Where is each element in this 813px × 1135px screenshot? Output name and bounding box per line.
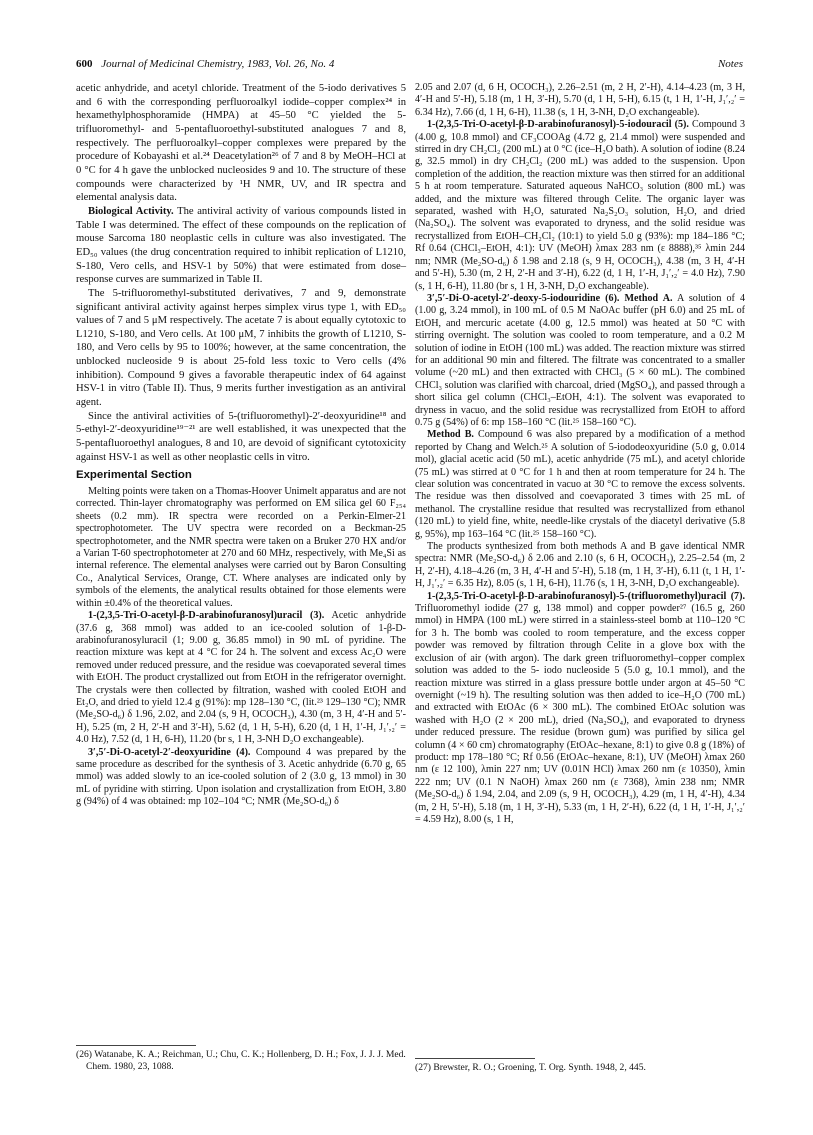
footnote-left xyxy=(76,1045,406,1073)
trifluoromethyl-paragraph: The 5-trifluoromethyl-substituted derivatives, 7 and 9, demonstrate significant antiviral activity against herpes simplex virus type 1, with ED₅₀ values of 7 and 5 μM respectively. The acetate 7 is about equally cytotoxic to L1210, S-180, and Vero cells. At 100 μM, 7 inhibits the growth of L1210, S-180, and Vero cells by 95 to 100%; however, at the same concentration, the unblocked nucleoside 9 is about 25-fold less toxic to Vero cells (4% inhibition). Compound 9 gives a favorable therapeutic index of 64 against HSV-1 in vitro (Table II). Thus, 9 merits further investigation as an antiviral agent. xyxy=(76,287,406,409)
footnote-rule xyxy=(76,1045,196,1046)
right-column xyxy=(415,82,745,826)
biological-activity-text: The antiviral activity of various compounds listed in Table I was determined. The effect of these compounds on the replication of mouse Sarcoma 180 neoplastic cells in culture was also investigated. The ED₅₀ values (the drug concentration required to inhibit replication of L1210, S-180, Vero cells, and HSV-1 by 50%) that were estimated from dose–response curves are summarized in Table II. xyxy=(76,205,406,286)
left-column xyxy=(76,82,406,809)
compound-6-method-a-paragraph xyxy=(415,293,745,429)
compound-3-paragraph xyxy=(76,610,406,746)
compound-4-nmr-continued: 2.05 and 2.07 (d, 6 H, OCOCH₃), 2.26–2.51 (m, 2 H, 2′-H), 4.14–4.23 (m, 3 H, 4′-H and 5′-H), 5.18 (m, 1 H, 3′-H), 5.70 (d, 1 H, 5-H), 6.15 (t, 1 H, 1′-H, J₁′,₂′ = 6.34 Hz), 7.66 (d, 1 H, 6-H), 11.38 (s, 1 H, 3-NH, D₂O exchangeable). xyxy=(415,82,745,118)
method-b-procedure: Compound 6 was also prepared by a modification of a method reported by Chang and Welch.²⁵ A solution of 5-iododeoxyuridine (5.0 g, 0.014 mol), glacial acetic acid (50 mL), acetic anhydride (75 mL), and acetyl chloride (75 mL) was stirred at 0 °C for 1 h and then at room temperature for 24 h. The clear solution was concentrated in vacuo at 30 °C to remove the excess solvents. The residue was then dissolved and coevaporated 3 times with 25 mL of methanol. The crystalline residue that resulted was recrystallized from ethanol (120 mL) to yield fine, white, needle-like crystals of the diacetyl derivative (5.8 g, 95%), mp 163–164 °C (lit.²⁵ 158–160 °C). xyxy=(415,429,745,540)
experimental-left xyxy=(76,486,406,809)
compound-4-paragraph xyxy=(76,747,406,809)
experimental-section-heading: Experimental Section xyxy=(76,469,192,482)
biological-activity-heading: Biological Activity. xyxy=(88,205,174,217)
compound-5-procedure: Compound 3 (4.00 g, 10.8 mmol) and CF₃COOAg (4.72 g, 21.4 mmol) were suspended and stirred in dry CH₂Cl₂ (200 mL) at 0 °C (ice–H₂O bath). A solution of iodine (8.24 g, 32.5 mmol) in dry CH₂Cl₂ (200 mL) was added to the suspension. Upon completion of the addition, the reaction mixture was then stirred for an additional 5 h at room temperature. Saturated aqueous NaHCO₃ solution (800 mL) was added, and the mixture was filtered through Celite. The organic layer was separated, washed with H₂O, saturated Na₂S₂O₃ solution, H₂O, and dried (Na₂SO₄). The solvent was evaporated to dryness, and the solid residue was recrystallized from EtOH–CH₂Cl₂ (10:1) to yield 5.0 g (93%): mp 184–186 °C; Rf 0.64 (CHCl₃–EtOH, 4:1): UV (MeOH) λmax 283 nm (ε 8888),³⁵ λmin 244 nm; NMR (Me₂SO-d₆) δ 1.98 and 2.18 (s, 9 H, OCOCH₃), 4.38 (m, 3 H, 4′-H and 5′-H), 5.30 (m, 2 H, 2′-H and 3′-H), 6.22 (d, 1 H, 1′-H, J₁′,₂′ = 4.0 Hz), 7.90 (s, 1 H, 6-H), 11.80 (br s, 1 H, 3-NH, D₂O exchangeable). xyxy=(415,119,746,292)
compound-7-paragraph xyxy=(415,591,745,827)
footnote-right xyxy=(415,1058,745,1074)
compound-5-paragraph xyxy=(415,119,745,293)
section-label: Notes xyxy=(717,58,743,70)
method-b-title: Method B. xyxy=(427,429,474,441)
compound-5-title: 1-(2,3,5-Tri-O-acetyl-β-D-arabinofuranosyl)-5-iodouracil (5). xyxy=(427,119,689,131)
general-methods-paragraph: Melting points were taken on a Thomas-Hoover Unimelt apparatus and are not corrected. Thin-layer chromatography was performed on EM silica gel 60 F₂₅₄ sheets (0.2 mm). IR spectra were recorded on a Perkin-Elmer-21 spectrophotometer. The UV spectra were recorded on a Beckman-25 spectrophotometer, and the NMR spectra were taken on a Bruker 270 HX and/or a Varian T-60 spectrophotometer at 270 and 60 MHz, respectively, with Me₄Si as internal reference. The elemental analyses were carried out by Baron Consulting Co., Analytical Services, Orange, CT. Where analyses are indicated only by symbols of the elements, the analytical results obtained for those elements were within ±0.4% of the theoretical values. xyxy=(76,486,406,609)
compound-7-title: 1-(2,3,5-Tri-O-acetyl-β-D-arabinofuranosyl)-5-(trifluoromethyl)uracil (7). xyxy=(427,590,745,602)
running-head xyxy=(76,58,743,76)
footnote-27: (27) Brewster, R. O.; Groening, T. Org. Synth. 1948, 2, 445. xyxy=(415,1062,646,1073)
compound-6-title: 3′,5′-Di-O-acetyl-2′-deoxy-5-iodouridine (6). Method A. xyxy=(427,292,673,304)
compound-6-method-b-paragraph xyxy=(415,429,745,541)
footnote-rule xyxy=(415,1058,535,1059)
footnote-26: (26) Watanabe, K. A.; Reichman, U.; Chu, C. K.; Hollenberg, D. H.; Fox, J. J. J. Med. Chem. 1980, 23, 1088. xyxy=(76,1049,406,1072)
methods-nmr-paragraph: The products synthesized from both methods A and B gave identical NMR spectra: NMR (Me₂SO-d₆) δ 2.06 and 2.10 (s, 6 H, OCOCH₃), 2.25–2.54 (m, 2 H, 2′-H), 4.18–4.26 (m, 3 H, 4′-H and 5′-H), 5.18 (m, 1 H, 3′-H), 6.11 (t, 1 H, 1′-H, J₁′,₂′ = 6.35 Hz), 8.05 (s, 1 H, 6-H), 11.76 (s, 1 H, 3-NH, D₂O exchangeable). xyxy=(415,541,745,590)
pentafluoroethyl-paragraph: Since the antiviral activities of 5-(trifluoromethyl)-2′-deoxyuridine¹⁸ and 5-ethyl-2′-deoxyuridine¹⁹⁻²¹ are well established, it was unexpected that the 5-pentafluoroethyl analogues, 8 and 10, are devoid of significant cytotoxicity against HSV-1 as well as other neoplastic cells in vitro. xyxy=(76,410,406,463)
compound-4-procedure: Compound 4 was prepared by the same procedure as described for the synthesis of 3. Acetic anhydride (6.70 g, 65 mmol) was added slowly to an ice-cooled solution of 2 (3.0 g, 13 mmol) in 30 mL of pyridine with stirring. Upon isolation and crystallization from EtOH, 3.80 g (94%) of 4 was obtained: mp 102–104 °C; NMR (Me₂SO-d₆) δ xyxy=(76,746,406,808)
compound-3-title: 1-(2,3,5-Tri-O-acetyl-β-D-arabinofuranosyl)uracil (3). xyxy=(88,610,325,622)
intro-paragraph: acetic anhydride, and acetyl chloride. Treatment of the 5-iodo derivatives 5 and 6 with the corresponding perfluoroalkyl iodide–copper complex²⁴ in hexamethylphosphoramide (HMPA) at 45–50 °C yielded the 5-trifluoromethyl- and 5-pentafluoroethyl-substituted analogues 7 and 8, respectively. The perfluoroalkyl–copper complexes were prepared by the procedure of Kobayashi et al.²⁴ Deacetylation²⁶ of 7 and 8 by MeOH–HCl at 0 °C for 4 h gave the unblocked nucleosides 9 and 10. The structure of these compounds were characterized by ¹H NMR, UV, and IR spectra and elemental analysis data. xyxy=(76,83,406,204)
compound-4-title: 3′,5′-Di-O-acetyl-2′-deoxyuridine (4). xyxy=(88,746,251,758)
biological-activity-paragraph xyxy=(76,205,406,287)
compound-6-method-a-procedure: A solution of 4 (1.00 g, 3.24 mmol), in 100 mL of 0.5 M NaOAc buffer (pH 6.0) and 25 mL of EtOH, and mercuric acetate (4.00 g, 12.5 mmol) was heated at 50 °C with stirring overnight. The solution was cooled to room temperature, and a 0.2 M solution of iodine in EtOH (100 mL) was added. The reaction mixture was stirred for an additional 90 min and filtered. The filtrate was concentrated to a smaller volume (~20 mL) and then extracted with CHCl₃ (5 × 60 mL). The combined CHCl₃ solution was clarified with charcoal, dried (MgSO₄), and passed through a short silica gel column (CHCl₃–EtOH, 4:1). The solvent was evaporated to dryness in vacuo, and the solid residue was recrystallized from EtOH to afford 0.75 g (54%) of 6: mp 158–160 °C (lit.²⁵ 158–160 °C). xyxy=(415,292,746,428)
compound-3-procedure: Acetic anhydride (37.6 g, 368 mmol) was added to an ice-cooled solution of 1-β-D-arabinofuranosyluracil (1; 9.00 g, 36.85 mmol) in 90 mL of pyridine. The reaction mixture was kept at 4 °C for 24 h. The solvent and excess Ac₂O were removed under reduced pressure, and the residue was coevaporated several times with EtOH. The product crystallized out from EtOH in the refrigerator overnight. The crystals were then collected by filtration, washed with cooled EtOH and Et₂O, and dried to yield 12.4 g (91%): mp 128–130 °C, (lit.²³ 129–130 °C); NMR (Me₂SO-d₆) δ 1.96, 2.02, and 2.04 (s, 9 H, OCOCH₃), 4.30 (m, 3 H, 4′-H and 5′-H), 5.25 (m, 2 H, 2′-H and 3′-H), 5.62 (d, 1 H, 5-H), 6.20 (d, 1 H, 1′-H, J₁′,₂′ = 4.0 Hz), 7.52 (d, 1 H, 6-H), 11.20 (br s, 1 H, 3-NH D₂O exchangeable). xyxy=(76,610,406,746)
compound-7-procedure: Trifluoromethyl iodide (27 g, 138 mmol) and copper powder²⁷ (16.5 g, 260 mmol) in HMPA (100 mL) were stirred in a stainless-steel bomb at 110–120 °C for 3 h. The bomb was cooled to room temperature, and the excess copper powder was removed by filtration through Celite in a glove box with the exclusion of air (with argon). The dark green trifluoromethyl–copper complex solution was added to the 5- iodo nucleoside 5 (5.0 g, 10.1 mmol), and the reaction mixture was stirred in a glass pressure bottle under argon at 45–50 °C overnight (~19 h). The resulting solution was then added to ice–H₂O (700 mL) and extracted with EtOAc (6 × 300 mL). The combined EtOAc solution was washed with H₂O (2 × 200 mL), dried (Na₂SO₄), and evaporated to dryness under reduced pressure. The residue (brown gum) was purified by silica gel column (4 × 60 cm) chromatography (EtOAc–hexane, 8:1) to give 0.8 g (18%) of product: mp 178–180 °C; Rf 0.56 (EtOAc–hexane, 8:1), UV (MeOH) λmax 260 nm (ε 12 100), λmin 227 nm; UV (0.01N HCl) λmax 260 nm (ε 10350), λmin 222 nm; UV (0.1 N NaOH) λmax 260 nm (ε 7368), λmin 238 nm; NMR (Me₂SO-d₆) δ 1.94, 2.04, and 2.09 (s, 9 H, OCOCH₃), 4.29 (m, 1 H, 4′-H), 4.34 (m, 2 H, 5′-H), 5.18 (m, 1 H, 3′-H), 5.33 (m, 1 H, 2′-H), 6.22 (d, 1 H, 1′-H, J₁′,₂′ = 4.59 Hz), 8.00 (s, 1 H, xyxy=(415,603,745,825)
journal-citation: Journal of Medicinal Chemistry, 1983, Vol. 26, No. 4 xyxy=(101,58,335,70)
page-number: 600 xyxy=(76,58,93,70)
